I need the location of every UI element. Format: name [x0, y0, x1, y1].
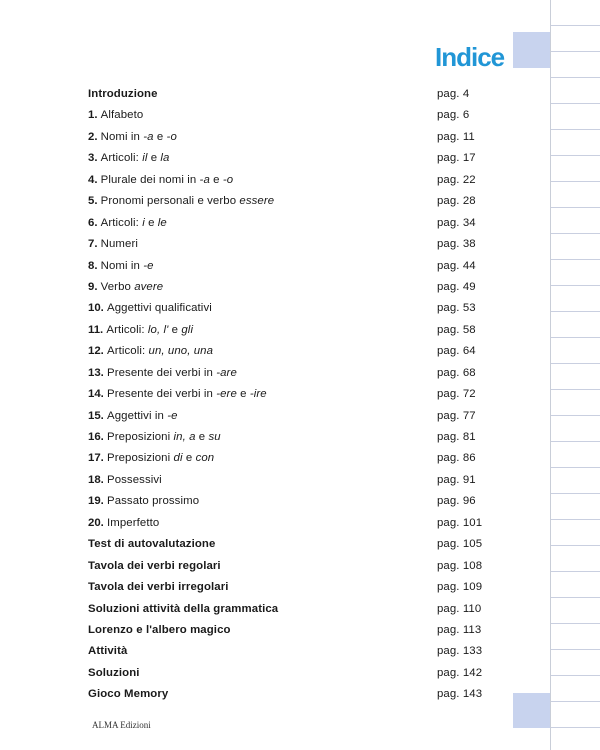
label-part: Articoli: — [106, 323, 148, 336]
label-part: Nomi in — [100, 130, 144, 143]
chapter-number: 18. — [88, 473, 107, 486]
label-italic-part: il — [142, 152, 148, 165]
label-part: e — [195, 431, 209, 443]
page-number: pag. 91 — [437, 473, 476, 486]
label-italic-part: -e — [167, 409, 178, 422]
label-italic-part: -ire — [249, 388, 267, 401]
toc-entry[interactable] — [88, 559, 508, 580]
chapter-label — [88, 538, 215, 550]
chapter-number: 20. — [88, 516, 107, 529]
toc-entry[interactable] — [88, 451, 508, 472]
chapter-label — [101, 217, 167, 229]
label-part: Nomi in — [100, 259, 144, 272]
label-italic-part: essere — [239, 195, 275, 208]
page-number: pag. 34 — [437, 216, 476, 229]
toc-entry[interactable] — [88, 430, 508, 451]
toc-entry-title — [88, 130, 177, 144]
chapter-label — [88, 560, 221, 572]
toc-entry[interactable] — [88, 623, 508, 644]
toc-entry[interactable] — [88, 323, 508, 344]
label-part: Tavola dei verbi irregolari — [88, 581, 229, 594]
label-part: Numeri — [100, 238, 138, 251]
label-part: Alfabeto — [100, 109, 144, 122]
top-tab-marker — [513, 32, 550, 68]
toc-entry-title — [88, 151, 170, 165]
label-italic-part: la — [160, 152, 170, 165]
chapter-number: 16. — [88, 431, 107, 443]
chapter-number: 4. — [88, 173, 101, 186]
page-number: pag. 105 — [437, 538, 483, 551]
page-number: pag. 68 — [437, 366, 476, 379]
toc-entry[interactable] — [88, 344, 508, 365]
page-number: pag. 143 — [437, 688, 483, 701]
label-italic-part: -are — [216, 366, 237, 379]
label-italic-part: -a — [199, 173, 210, 186]
page-number: pag. 72 — [437, 388, 476, 401]
label-part: Imperfetto — [107, 516, 160, 529]
grid-lines — [551, 0, 600, 750]
label-part: e — [144, 216, 158, 229]
toc-entry-title — [88, 280, 163, 294]
toc-entry-title — [88, 259, 154, 273]
toc-entry-title — [88, 430, 221, 444]
chapter-label — [107, 517, 159, 529]
toc-entry[interactable] — [88, 644, 508, 665]
toc-entry-title — [88, 687, 168, 701]
toc-entry[interactable] — [88, 409, 508, 430]
label-italic-part: gli — [181, 323, 194, 336]
label-part: Gioco Memory — [88, 688, 169, 701]
label-italic-part: di — [173, 452, 183, 465]
toc-entry-title — [88, 494, 199, 508]
label-part: e — [168, 323, 182, 336]
chapter-label — [107, 410, 178, 422]
toc-entry[interactable] — [88, 216, 508, 237]
toc-entry[interactable] — [88, 602, 508, 623]
label-part: Soluzioni — [88, 666, 140, 679]
chapter-number: 11. — [88, 323, 107, 336]
label-italic-part: -a — [143, 130, 154, 143]
chapter-label — [101, 260, 154, 272]
chapter-label — [106, 324, 193, 336]
toc-entry[interactable] — [88, 194, 508, 215]
chapter-number: 10. — [88, 302, 107, 315]
toc-entry[interactable] — [88, 173, 508, 194]
chapter-number: 5. — [88, 195, 101, 208]
page-number: pag. 86 — [437, 452, 476, 465]
page-number: pag. 110 — [437, 602, 482, 615]
label-part: Aggettivi in — [107, 409, 168, 422]
chapter-number: 3. — [88, 152, 101, 165]
page-title: Indice — [435, 42, 505, 72]
page-number: pag. 108 — [437, 559, 483, 572]
label-italic-part: -o — [222, 173, 234, 186]
chapter-label — [107, 452, 214, 464]
publisher-footer: ALMA Edizioni — [92, 720, 151, 730]
label-italic-part: -o — [166, 130, 177, 143]
chapter-number: 2. — [88, 130, 101, 143]
toc-entry-title — [88, 87, 158, 101]
table-of-contents — [88, 87, 508, 709]
toc-entry[interactable] — [88, 387, 508, 408]
chapter-label — [101, 131, 177, 143]
toc-entry[interactable] — [88, 580, 508, 601]
label-part: Presente dei verbi in — [107, 388, 217, 401]
toc-entry[interactable] — [88, 280, 508, 301]
page-number: pag. 49 — [437, 280, 476, 293]
page-number: pag. 101 — [437, 516, 483, 529]
page-number: pag. 6 — [437, 109, 470, 122]
label-italic-part: un, uno, una — [148, 345, 214, 358]
toc-entry-title — [88, 108, 143, 122]
toc-entry-title — [88, 537, 215, 551]
toc-entry[interactable] — [88, 473, 508, 494]
toc-entry[interactable] — [88, 301, 508, 322]
chapter-label — [101, 109, 144, 121]
chapter-label — [101, 195, 275, 207]
label-part: Tavola dei verbi regolari — [88, 559, 221, 572]
label-part: Presente dei verbi in — [107, 366, 217, 379]
page-number: pag. 142 — [437, 666, 483, 679]
toc-entry[interactable] — [88, 537, 508, 558]
chapter-number: 12. — [88, 345, 107, 358]
page-number: pag. 96 — [437, 495, 476, 508]
label-italic-part: -ere — [216, 388, 237, 401]
toc-entry[interactable] — [88, 130, 508, 151]
chapter-label — [107, 302, 212, 314]
chapter-label — [88, 624, 231, 636]
page-number: pag. 38 — [437, 238, 476, 251]
toc-entry[interactable] — [88, 666, 508, 687]
chapter-number: 7. — [88, 238, 101, 251]
label-part: Articoli: — [100, 216, 143, 229]
page-number: pag. 22 — [437, 173, 476, 186]
label-italic-part: i — [142, 216, 145, 229]
toc-entry[interactable] — [88, 151, 508, 172]
label-italic-part: lo, l' — [147, 323, 169, 336]
bottom-tab-marker — [513, 693, 550, 728]
toc-entry[interactable] — [88, 516, 508, 537]
toc-entry[interactable] — [88, 366, 508, 387]
chapter-label — [88, 581, 229, 593]
chapter-label — [107, 474, 162, 486]
chapter-number: 19. — [88, 495, 107, 508]
chapter-label — [88, 688, 168, 700]
page-number: pag. 109 — [437, 581, 483, 594]
toc-entry-title — [88, 409, 178, 423]
toc-entry[interactable] — [88, 687, 508, 708]
page-number: pag. 4 — [437, 88, 470, 100]
label-part: Passato prossimo — [107, 495, 200, 508]
label-italic-part: le — [157, 216, 167, 229]
page-number: pag. 44 — [437, 259, 476, 272]
label-part: Plurale dei nomi in — [100, 173, 200, 186]
label-part: Lorenzo e l'albero magico — [88, 623, 231, 636]
toc-entry[interactable] — [88, 108, 508, 129]
label-italic-part: su — [208, 431, 221, 443]
toc-entry-title — [88, 559, 221, 573]
toc-entry-title — [88, 602, 278, 616]
page-number: pag. 77 — [437, 409, 476, 422]
chapter-label — [101, 238, 138, 250]
toc-entry[interactable] — [88, 237, 508, 258]
chapter-label — [107, 431, 221, 443]
grid-strip — [550, 0, 600, 750]
toc-entry-title — [88, 516, 159, 530]
toc-entry-title — [88, 323, 193, 337]
toc-entry-title — [88, 451, 214, 465]
label-italic-part: -e — [143, 259, 154, 272]
label-part: e — [236, 388, 250, 401]
label-part: Possessivi — [107, 473, 162, 486]
label-part: Attività — [88, 645, 128, 658]
label-part: e — [182, 452, 196, 465]
toc-entry-title — [88, 237, 138, 251]
toc-entry-title — [88, 366, 237, 380]
label-part: e — [153, 130, 167, 143]
chapter-label — [107, 495, 199, 507]
chapter-number: 15. — [88, 409, 107, 422]
toc-entry[interactable] — [88, 87, 508, 108]
page-number: pag. 81 — [437, 431, 476, 443]
label-part: Introduzione — [88, 88, 158, 100]
chapter-label — [101, 174, 234, 186]
page-number: pag. 64 — [437, 345, 476, 358]
page-number: pag. 58 — [437, 323, 476, 336]
toc-entry-title — [88, 344, 213, 358]
toc-entry-title — [88, 194, 274, 208]
chapter-number: 14. — [88, 388, 107, 401]
toc-entry-title — [88, 580, 229, 594]
toc-entry[interactable] — [88, 494, 508, 515]
chapter-number: 1. — [88, 109, 101, 122]
chapter-label — [101, 281, 164, 293]
chapter-number: 8. — [88, 259, 101, 272]
toc-entry-title — [88, 173, 233, 187]
toc-entry-title — [88, 644, 127, 658]
chapter-label — [88, 603, 278, 615]
label-part: Soluzioni attività della grammatica — [88, 602, 279, 615]
chapter-number: 13. — [88, 366, 107, 379]
chapter-label — [107, 388, 267, 400]
label-part: Preposizioni — [107, 431, 174, 443]
toc-entry-title — [88, 473, 162, 487]
chapter-number: 6. — [88, 216, 101, 229]
toc-entry-title — [88, 301, 212, 315]
label-part: Articoli: — [107, 345, 149, 358]
toc-entry-title — [88, 387, 267, 401]
page-number: pag. 113 — [437, 623, 482, 636]
page-number: pag. 11 — [437, 130, 475, 143]
chapter-label — [107, 345, 213, 357]
label-part: Preposizioni — [107, 452, 174, 465]
toc-entry-title — [88, 623, 231, 637]
label-part: e — [209, 173, 223, 186]
chapter-number: 9. — [88, 280, 101, 293]
label-italic-part: avere — [134, 280, 164, 293]
label-part: Verbo — [100, 280, 135, 293]
page-number: pag. 28 — [437, 195, 476, 208]
label-part: Pronomi personali e verbo — [100, 195, 240, 208]
toc-entry-title — [88, 216, 167, 230]
chapter-number: 17. — [88, 452, 107, 465]
page-number: pag. 17 — [437, 152, 476, 165]
chapter-label — [88, 645, 127, 657]
label-part: Aggettivi qualificativi — [107, 302, 212, 315]
page-number: pag. 53 — [437, 302, 476, 315]
chapter-label — [88, 88, 158, 100]
label-italic-part: in, a — [173, 431, 196, 443]
label-italic-part: con — [195, 452, 215, 465]
page-number: pag. 133 — [437, 645, 483, 658]
toc-entry-title — [88, 666, 140, 680]
toc-entry[interactable] — [88, 259, 508, 280]
label-part: e — [147, 152, 161, 165]
chapter-label — [101, 152, 170, 164]
label-part: Test di autovalutazione — [88, 538, 216, 551]
label-part: Articoli: — [100, 152, 143, 165]
chapter-label — [88, 667, 140, 679]
chapter-label — [107, 367, 237, 379]
